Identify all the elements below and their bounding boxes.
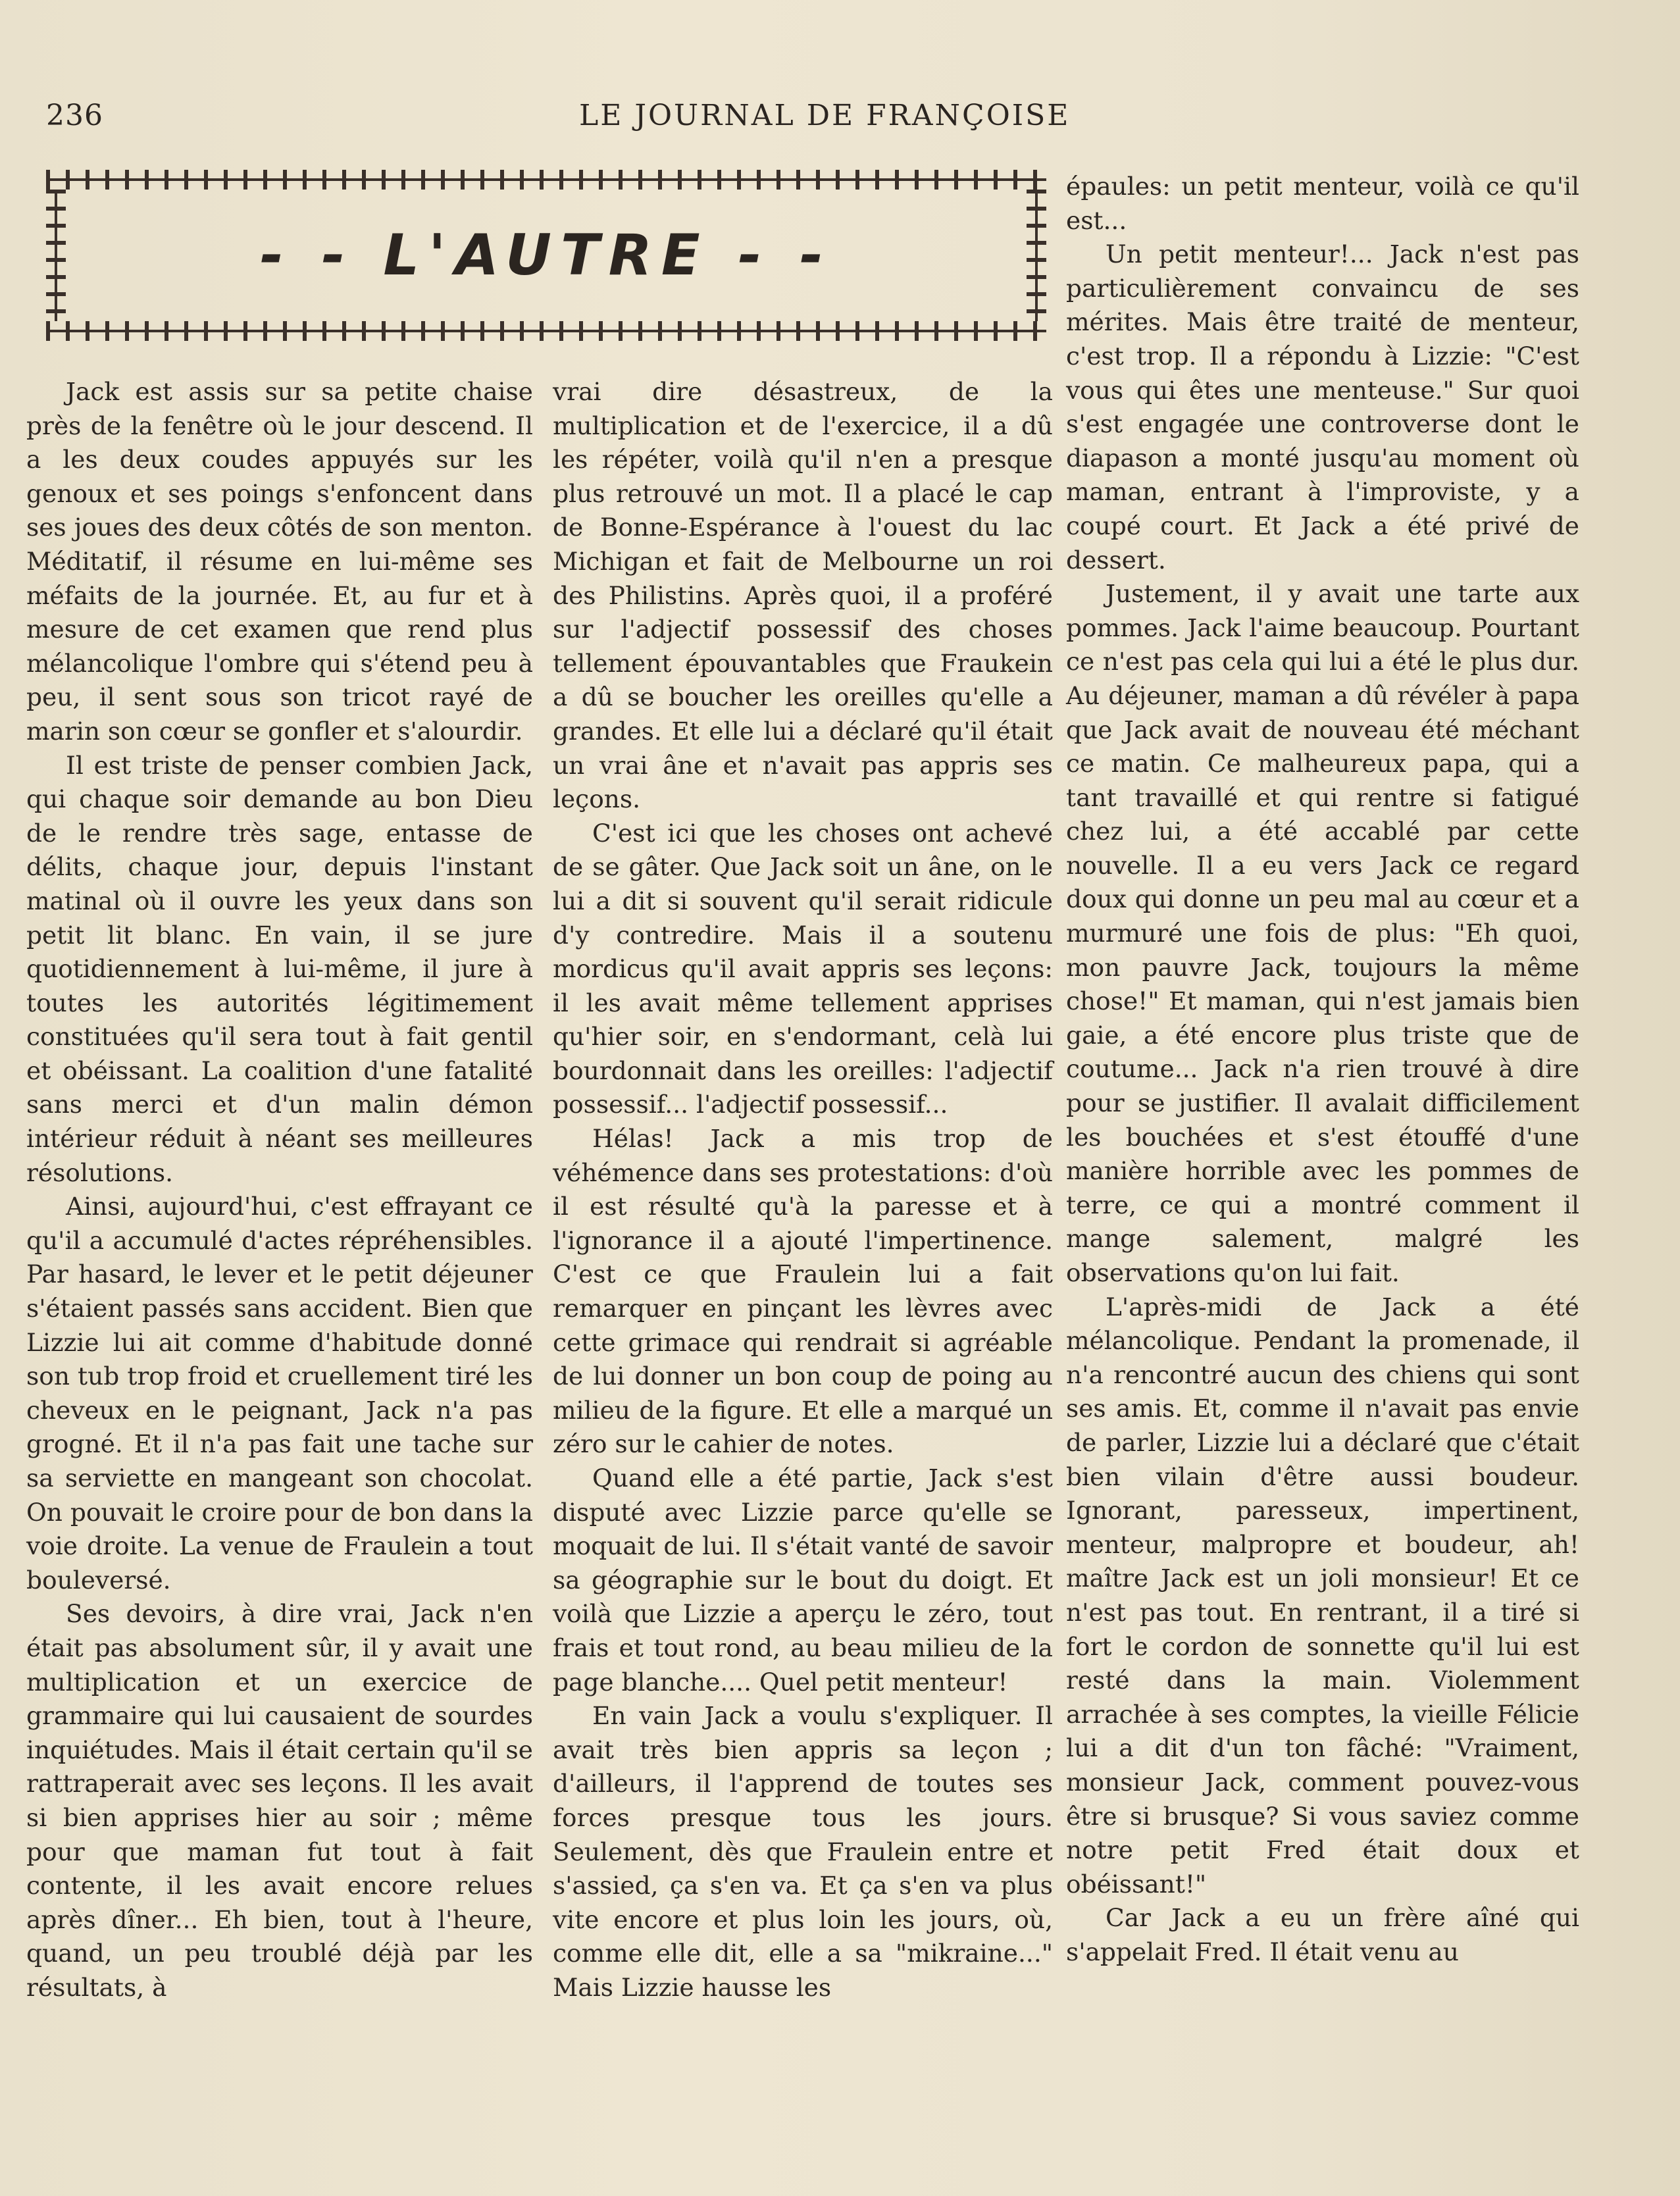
- title-frame: [46, 170, 1046, 341]
- paragraph: En vain Jack a voulu s'expliquer. Il avait très bien appris sa leçon ; d'ailleurs, il l'apprend de toutes ses forces presque tous les jours. Seulement, dès que Fraulein entre et s'assied, ça s'en va. Et ça s'en va plus vite encore et plus loin les jours, où, comme elle dit, elle a sa "mikraine..." Mais Lizzie hausse les: [553, 1701, 1053, 2002]
- paragraph: Car Jack a eu un frère aîné qui s'appelait Fred. Il était venu au: [1066, 1903, 1579, 1966]
- paragraph: Jack est assis sur sa petite chaise près de la fenêtre où le jour descend. Il a les deux coudes appuyés sur les genoux et ses poings s'enfoncent dans ses joues des deux côtés de son menton. Méditatif, il résume en lui-même ses méfaits de la journée. Et, au fur et à mesure de cet examen que rend plus mélancolique l'ombre qui s'étend peu à peu, il sent sous son tricot rayé de marin son cœur se gonfler et s'alourdir.: [26, 377, 533, 746]
- paragraph: Ses devoirs, à dire vrai, Jack n'en était pas absolument sûr, il y avait une multiplication et un exercice de grammaire qui lui causaient de sourdes inquiétudes. Mais il était certain qu'il se rattraperait avec ses leçons. Il les avait si bien apprises hier au soir ; même pour que maman fut tout à fait contente, il les avait encore relues après dîner... Eh bien, tout à l'heure, quand, un peu troublé déjà par les résultats, à: [26, 1599, 533, 2002]
- paragraph: Ainsi, aujourd'hui, c'est effrayant ce qu'il a accumulé d'actes répréhensibles. Par hasard, le lever et le petit déjeuner s'étaient passés sans accident. Bien que Lizzie lui ait comme d'habitude donné son tub trop froid et cruellement tiré les cheveux en le peignant, Jack n'a pas grogné. Et il n'a pas fait une tache sur sa serviette en mangeant son chocolat. On pouvait le croire pour de bon dans la voie droite. La venue de Fraulein a tout bouleversé.: [26, 1192, 533, 1595]
- article-title: - - L'AUTRE - -: [260, 222, 832, 288]
- text-column-3: [1066, 170, 1579, 1969]
- paragraph: C'est ici que les choses ont achevé de se gâter. Que Jack soit un âne, on le lui a dit si souvent qu'il serait ridicule d'y contredire. Mais il a soutenu mordicus qu'il avait appris ses leçons: il les avait même tellement apprises qu'hier soir, en s'endormant, celà lui bourdonnait dans les oreilles: l'adjectif possessif... l'adjectif possessif...: [553, 818, 1053, 1119]
- page-number: 236: [46, 99, 103, 132]
- paragraph: Justement, il y avait une tarte aux pommes. Jack l'aime beaucoup. Pourtant ce n'est pas cela qui lui a été le plus dur. Au déjeuner, maman a dû révéler à papa que Jack avait de nouveau été méchant ce matin. Ce malheureux papa, qui a tant travaillé et qui rentre si fatigué chez lui, a été accablé par cette nouvelle. Il a eu vers Jack ce regard doux qui donne un peu mal au cœur et a murmuré une fois de plus: "Eh quoi, mon pauvre Jack, toujours la même chose!" Et maman, qui n'est jamais bien gaie, a été encore plus triste que de coutume... Jack n'a rien trouvé à dire pour se justifier. Il avalait difficilement les bouchées et s'est étouffé d'une manière horrible avec les pommes de terre, ce qui a montré comment il mange salement, malgré les observations qu'on lui fait.: [1066, 579, 1579, 1287]
- paragraph: Hélas! Jack a mis trop de véhémence dans ses protestations: d'où il est résulté qu'à la paresse et à l'ignorance il a ajouté l'impertinence. C'est ce que Fraulein lui a fait remarquer en pinçant les lèvres avec cette grimace qui rendrait si agréable de lui donner un bon coup de poing au milieu de la figure. Et elle a marqué un zéro sur le cahier de notes.: [553, 1124, 1053, 1459]
- paragraph: Il est triste de penser combien Jack, qui chaque soir demande au bon Dieu de le rendre très sage, entasse de délits, chaque jour, depuis l'instant matinal où il ouvre les yeux dans son petit lit blanc. En vain, il se jure quotidiennement à lui-même, il jure à toutes les autorités légitimement constituées qu'il sera tout à fait gentil et obéissant. La coalition d'une fatalité sans merci et d'un malin démon intérieur réduit à néant ses meilleures résolutions.: [26, 750, 533, 1187]
- paragraph: Quand elle a été partie, Jack s'est disputé avec Lizzie parce qu'elle se moquait de lui. Il s'était vanté de savoir sa géographie sur le bout du doigt. Et voilà que Lizzie a aperçu le zéro, tout frais et tout rond, au beau milieu de la page blanche.... Quel petit menteur!: [553, 1464, 1053, 1697]
- text-column-2: [553, 375, 1053, 2005]
- paragraph: Un petit menteur!... Jack n'est pas particulièrement convaincu de ses mérites. Mais être traité de menteur, c'est trop. Il a répondu à Lizzie: "C'est vous qui êtes une menteuse." Sur quoi s'est engagée une controverse dont le diapason a monté jusqu'au moment où maman, entrant à l'improviste, y a coupé court. Et Jack a été privé de dessert.: [1066, 240, 1579, 575]
- paragraph: vrai dire désastreux, de la multiplication et de l'exercice, il a dû les répéter, voilà qu'il n'en a presque plus retrouvé un mot. Il a placé le cap de Bonne-Espérance à l'ouest du lac Michigan et fait de Melbourne un roi des Philistins. Après quoi, il a proféré sur l'adjectif possessif des choses tellement épouvantables que Fraukein a dû se boucher les oreilles qu'elle a grandes. Et elle lui a déclaré qu'il était un vrai âne et n'avait pas appris ses leçons.: [553, 377, 1053, 814]
- paragraph: épaules: un petit menteur, voilà ce qu'il est...: [1066, 172, 1579, 235]
- running-head: LE JOURNAL DE FRANÇOISE: [579, 99, 1071, 132]
- paragraph: L'après-midi de Jack a été mélancolique. Pendant la promenade, il n'a rencontré aucun des chiens qui sont ses amis. Et, comme il n'avait pas envie de parler, Lizzie lui a déclaré que c'était bien vilain d'être aussi boudeur. Ignorant, paresseux, impertinent, menteur, malpropre et boudeur, ah! maître Jack est un joli monsieur! Et ce n'est pas tout. En rentrant, il a tiré si fort le cordon de sonnette qu'il lui est resté dans la main. Violemment arrachée à ses comptes, la vieille Félicie lui a dit d'un ton fâché: "Vraiment, monsieur Jack, comment pouvez-vous être si brusque? Si vous saviez comme notre petit Fred était doux et obéissant!": [1066, 1292, 1579, 1899]
- text-column-1: [26, 375, 533, 2005]
